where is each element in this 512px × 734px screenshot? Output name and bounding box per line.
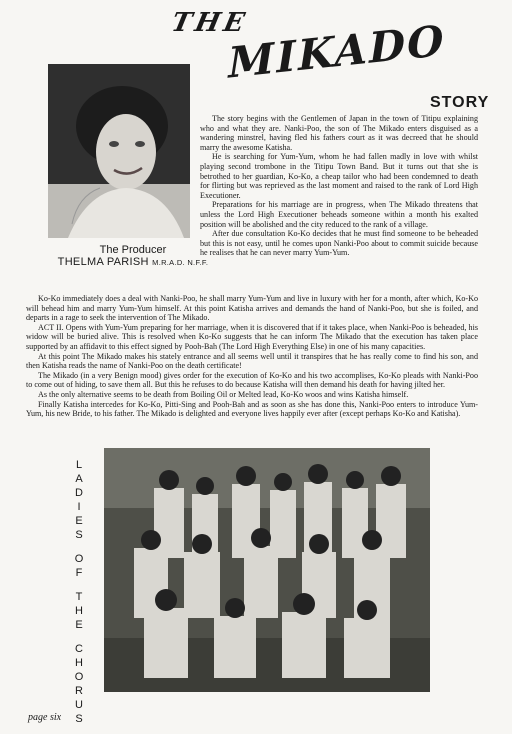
chorus-word: [72, 642, 86, 726]
story-paragraph: After due consultation Ko-Ko decides that he must find someone to be beheaded but this is not easy, until he comes upon Nanki-Poo about to commit suicide because he realises that he can never marry Yum-Yum.: [200, 229, 478, 258]
producer-credentials: M.R.A.D. N.F.F.: [152, 258, 209, 267]
story-heading: STORY: [430, 94, 490, 111]
story-paragraph: He is searching for Yum-Yum, whom he had fallen madly in love with whilst playing second trombone in the Titipu Town Band. But it turns out that she is betrothed to her guardian, Ko-Ko, a cheap tailor who had been condemned to death for flirting but was reprieved as the last moment and raised to the rank of Lord High Executioner.: [200, 152, 478, 200]
chorus-group-photo: [104, 448, 430, 692]
chorus-letter: T: [75, 591, 83, 603]
chorus-letter: F: [75, 567, 83, 579]
story-paragraph: ACT II. Opens with Yum-Yum preparing for her marriage, when it is discovered that if it takes place, when Nanki-Poo is beheaded, his widow will be buried alive. This is resolved when Ko-Ko suggests that he can inform The Mikado that the execution has taken place supported by an affidavit to this effect signed by Pooh-Bah (The Lord High Everything Else) in one of his many capacities.: [26, 322, 478, 351]
story-paragraph: At this point The Mikado makes his stately entrance and all seems well until it transpires that he has really come to find his son, and then Katisha reads the name of Nanki-Poo on the death certificate!: [26, 351, 478, 371]
story-paragraph: Preparations for his marriage are in progress, when The Mikado threatens that unless the Lord High Executioner beheads someone within a month his exalted position will be abolished and the city reduced to the rank of a village.: [200, 200, 478, 229]
chorus-letter: C: [75, 643, 83, 655]
story-paragraph: As the only alternative seems to be death from Boiling Oil or Melted lead, Ko-Ko woos and wins Katisha himself.: [38, 389, 409, 399]
producer-name: THELMA PARISH: [57, 256, 149, 268]
story-paragraph: Ko-Ko immediately does a deal with Nanki-Poo, he shall marry Yum-Yum and live in luxury with her for a month, after which, Ko-Ko will behead him and marry Yum-Yum himself. At this point Katisha arrives and demands the hand of Nanki-Poo, but she is foiled, and departs in a rage to seek the intervention of The Mikado.: [26, 294, 478, 323]
chorus-letter: E: [75, 515, 83, 527]
chorus-word: [72, 458, 86, 542]
chorus-word-gap: [72, 632, 86, 642]
title-mikado: MIKADO: [224, 15, 450, 89]
chorus-word: [72, 590, 86, 632]
chorus-letter: O: [74, 553, 84, 565]
producer-portrait-image: [48, 64, 190, 238]
story-text-right-column: [200, 114, 478, 258]
producer-caption: [48, 244, 218, 268]
chorus-word-gap: [72, 542, 86, 552]
page-number: page six: [28, 712, 62, 723]
chorus-letter: H: [75, 657, 83, 669]
story-paragraph: Finally Katisha intercedes for Ko-Ko, Pitti-Sing and Pooh-Bah and as soon as she has done this, Nanki-Poo enters to introduce Yum-Yum, his new Bride, to his father. The Mikado is delighted and everyone lives happily ever after (except perhaps Ko-Ko and Katisha).: [26, 399, 478, 419]
story-text-full-width: [26, 294, 478, 419]
producer-role: The Producer: [99, 244, 167, 256]
chorus-letter: S: [75, 713, 83, 725]
chorus-word-gap: [72, 580, 86, 590]
chorus-photo-image: [104, 448, 430, 692]
chorus-letter: O: [74, 671, 84, 683]
chorus-letter: I: [77, 501, 81, 513]
producer-name-line: [48, 256, 218, 268]
chorus-word: [72, 552, 86, 580]
story-paragraph: The Mikado (in a very Benign mood) gives order for the execution of Ko-Ko and his two accomplises, Ko-Ko pleads with Nanki-Poo to come out of hiding, to save them all. But this he refuses to do because Katisha will then demand his death for having jilted her.: [26, 370, 478, 390]
chorus-letter: A: [75, 473, 83, 485]
chorus-letter: S: [75, 529, 83, 541]
chorus-letter: H: [75, 605, 83, 617]
producer-photo: [48, 64, 190, 238]
story-paragraph: The story begins with the Gentlemen of Japan in the town of Titipu explaining who and what they are. Nanki-Poo, the son of The Mikado enters disguised as a wandering minstrel, having fled his fathers court as it was decreed that he should marry the awesome Katisha.: [200, 114, 478, 152]
chorus-vertical-label: [72, 458, 86, 726]
chorus-letter: L: [75, 459, 83, 471]
chorus-letter: R: [75, 685, 83, 697]
title-the: THE: [168, 8, 251, 38]
chorus-letter: D: [75, 487, 83, 499]
chorus-letter: E: [75, 619, 83, 631]
chorus-letter: U: [75, 699, 83, 711]
